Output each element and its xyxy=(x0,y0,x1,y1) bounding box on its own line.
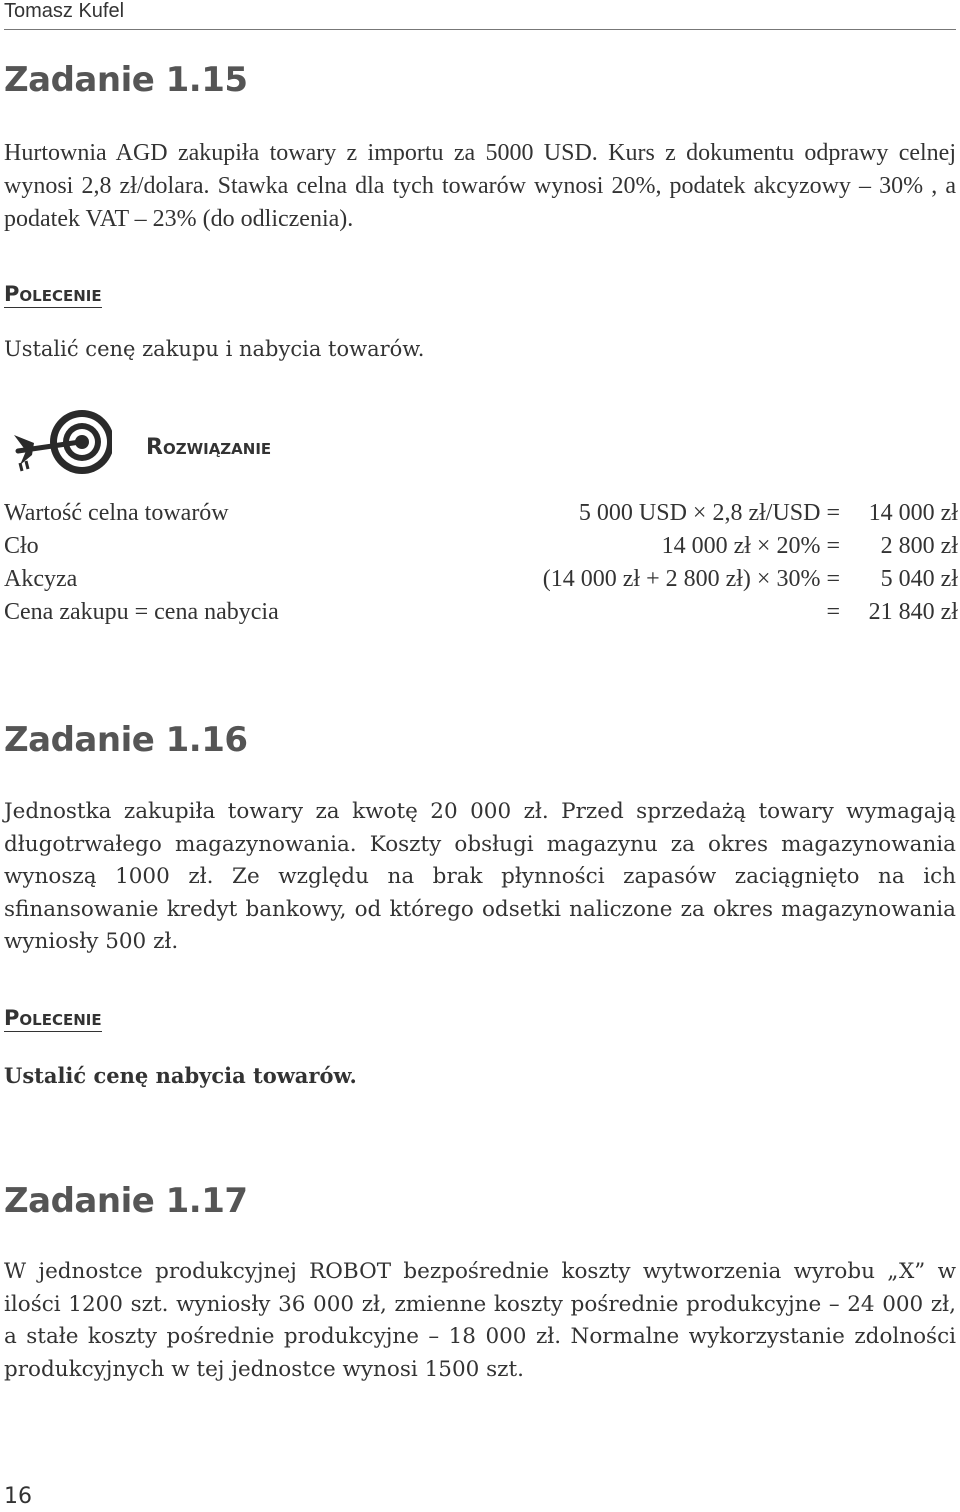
table-row xyxy=(4,533,960,566)
table-row xyxy=(4,566,960,599)
row-result: 5 040 zł xyxy=(880,566,958,592)
calculation-table xyxy=(4,500,960,632)
task-1-16-title: Zadanie 1.16 xyxy=(4,720,248,760)
task-1-15-body: Hurtownia AGD zakupiła towary z importu za 5000 USD. Kurs z dokumentu odprawy celnej wynosi 2,8 zł/dolara. Stawka celna dla tych towarów wynosi 20%, podatek akcyzowy – 30% , a podatek VAT – 23% (do odliczenia). xyxy=(4,140,956,232)
header-author: Tomasz Kufel xyxy=(4,0,125,22)
row-result: 2 800 zł xyxy=(880,533,958,559)
page-number: 16 xyxy=(4,1484,32,1509)
task-1-15-command-label: Polecenie xyxy=(4,282,102,306)
task-1-16-command-label: Polecenie xyxy=(4,1006,102,1030)
row-formula: (14 000 zł + 2 800 zł) × 30% = xyxy=(542,566,840,592)
row-result: 21 840 zł xyxy=(868,599,958,625)
row-result: 14 000 zł xyxy=(868,500,958,526)
header-divider xyxy=(4,29,956,30)
row-label: Cena zakupu = cena nabycia xyxy=(4,599,279,625)
task-1-16-command-text: Ustalić cenę nabycia towarów. xyxy=(4,1063,357,1088)
table-row xyxy=(4,599,960,632)
task-1-15-command-text: Ustalić cenę zakupu i nabycia towarów. xyxy=(4,337,425,361)
task-1-15-title: Zadanie 1.15 xyxy=(4,60,248,100)
table-row xyxy=(4,500,960,533)
arrow-in-target-icon xyxy=(12,405,112,483)
row-formula: 5 000 USD × 2,8 zł/USD = xyxy=(578,500,840,526)
row-label: Wartość celna towarów xyxy=(4,500,229,526)
row-label: Akcyza xyxy=(4,566,78,592)
task-1-16-body: Jednostka zakupiła towary za kwotę 20 000 zł. Przed sprzedażą towary wymagają długotrwałego magazynowania. Koszty obsługi magazynu za okres magazynowania wynoszą 1000 zł. Ze względu na brak płynności zapasów zaciągnięto na ich sfinansowanie kredyt bankowy, od którego odsetki naliczone za okres magazynowania wyniosły 500 zł. xyxy=(4,799,956,954)
task-1-15-solution-label: Rozwiązanie xyxy=(146,435,272,460)
task-1-17-title: Zadanie 1.17 xyxy=(4,1181,248,1221)
row-formula: 14 000 zł × 20% = xyxy=(661,533,840,559)
row-formula: = xyxy=(826,599,840,625)
row-label: Cło xyxy=(4,533,39,559)
task-1-17-body: W jednostce produkcyjnej ROBOT bezpośrednie koszty wytworzenia wyrobu „X” w ilości 1200 szt. wyniosły 36 000 zł, zmienne koszty pośrednie produkcyjne – 24 000 zł, a stałe koszty pośrednie produkcyjne – 18 000 zł. Normalne wykorzystanie zdolności produkcyjnych w tej jednostce wynosi 1500 szt. xyxy=(4,1259,956,1382)
